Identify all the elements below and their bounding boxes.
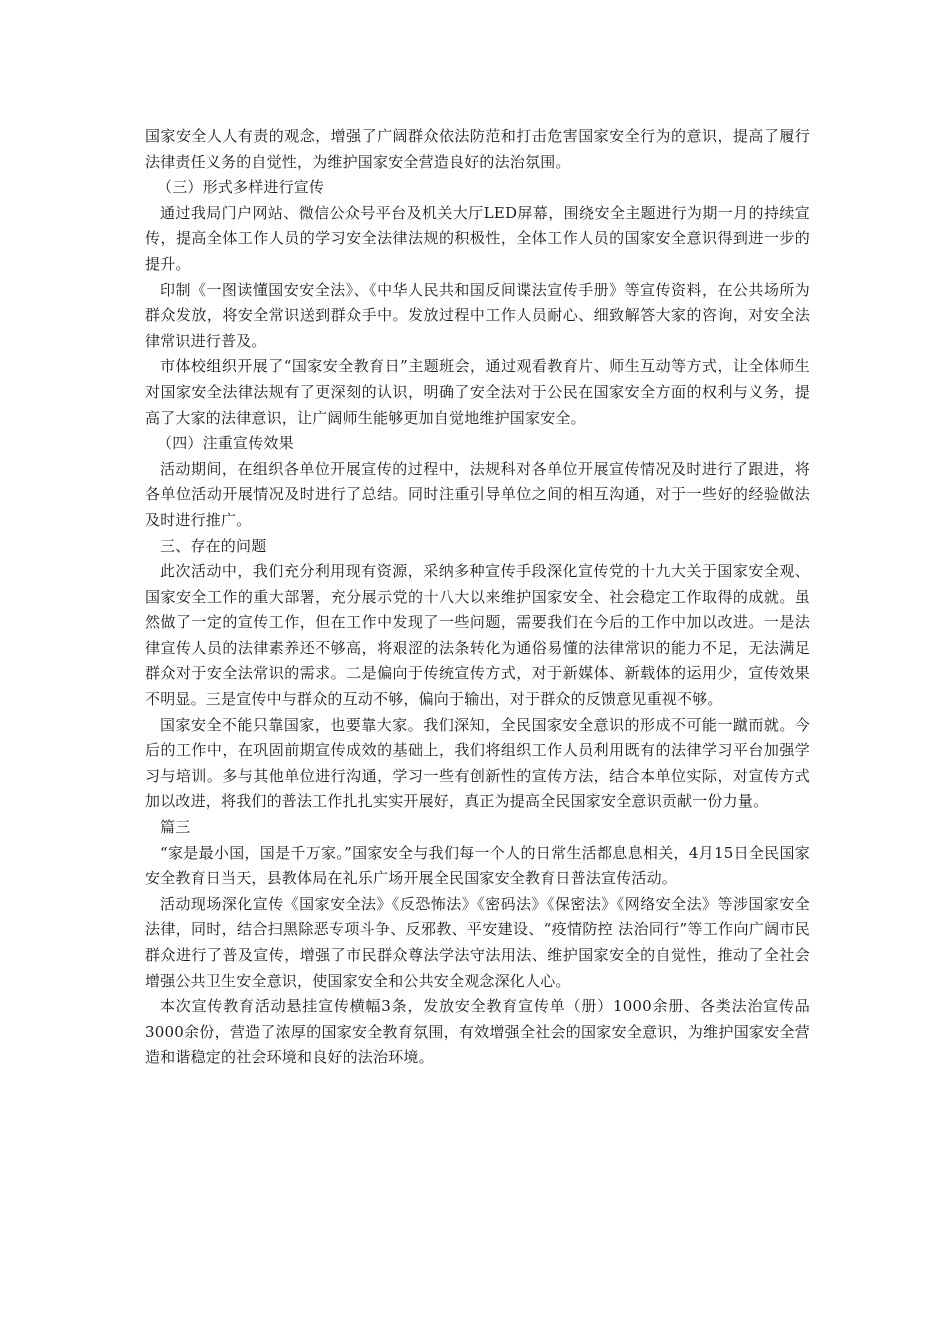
document-body — [145, 124, 810, 1071]
paragraph: 本次宣传教育活动悬挂宣传横幅3条，发放安全教育宣传单（册）1000余册、各类法治宣传品3000余份，营造了浓厚的国家安全教育氛围，有效增强全社会的国家安全意识，为维护国家安全营造和谐稳定的社会环境和良好的法治环境。 — [145, 997, 810, 1067]
section-subheading: （四）注重宣传效果 — [157, 434, 294, 453]
paragraph: 国家安全人人有责的观念，增强了广阔群众依法防范和打击危害国家安全行为的意识，提高了履行法律责任义务的自觉性，为维护国家安全营造良好的法治氛围。 — [145, 127, 810, 171]
paragraph: 此次活动中，我们充分利用现有资源，采纳多种宣传手段深化宣传党的十九大关于国家安全观、国家安全工作的重大部署，充分展示党的十八大以来维护国家安全、社会稳定工作取得的成就。虽然做了一定的宣传工作，但在工作中发现了一些问题，需要我们在今后的工作中加以改进。一是法律宣传人员的法律素养还不够高，将艰涩的法条转化为通俗易懂的法律常识的能力不足，无法满足群众对于安全法常识的需求。二是偏向于传统宣传方式，对于新媒体、新载体的运用少，宣传效果不明显。三是宣传中与群众的互动不够，偏向于输出，对于群众的反馈意见重视不够。 — [145, 562, 810, 709]
paragraph: 活动期间，在组织各单位开展宣传的过程中，法规科对各单位开展宣传情况及时进行了跟进，将各单位活动开展情况及时进行了总结。同时注重引导单位之间的相互沟通，对于一些好的经验做法及时进行推广。 — [145, 459, 810, 529]
paragraph: 通过我局门户网站、微信公众号平台及机关大厅LED屏幕，围绕安全主题进行为期一月的持续宣传，提高全体工作人员的学习安全法律法规的积极性，全体工作人员的国家安全意识得到进一步的提升。 — [145, 203, 810, 273]
paragraph: 市体校组织开展了“国家安全教育日”主题班会，通过观看教育片、师生互动等方式，让全体师生对国家安全法律法规有了更深刻的认识，明确了安全法对于公民在国家安全方面的权利与义务，提高了大家的法律意识，让广阔师生能够更加自觉地维护国家安全。 — [145, 357, 810, 427]
paragraph: “家是最小国，国是千万家。”国家安全与我们每一个人的日常生活都息息相关，4月15日全民国家安全教育日当天，县教体局在礼乐广场开展全民国家安全教育日普法宣传活动。 — [145, 843, 810, 888]
paragraph: 活动现场深化宣传《国家安全法》《反恐怖法》《密码法》《保密法》《网络安全法》等涉国家安全法律，同时，结合扫黑除恶专项斗争、反邪教、平安建设、“疫情防控 法治同行”等工作向广阔市民群众进行了普及宣传，增强了市民群众尊法学法守法用法、维护国家安全的自觉性，推动了全社会增强公共卫生安全意识，使国家安全和公共安全观念深化人心。 — [145, 894, 810, 990]
section-heading: 三、存在的问题 — [160, 536, 267, 555]
section-subheading: （三）形式多样进行宣传 — [157, 178, 325, 197]
paragraph: 国家安全不能只靠国家，也要靠大家。我们深知，全民国家安全意识的形成不可能一蹴而就。今后的工作中，在巩固前期宣传成效的基础上，我们将组织工作人员利用既有的法律学习平台加强学习与培训。多与其他单位进行沟通，学习一些有创新性的宣传方法，结合本单位实际，对宣传方式加以改进，将我们的普法工作扎扎实实开展好，真正为提高全民国家安全意识贡献一份力量。 — [145, 715, 810, 811]
paragraph: 印制《一图读懂国安安全法》、《中华人民共和国反间谍法宣传手册》等宣传资料，在公共场所为群众发放，将安全常识送到群众手中。发放过程中工作人员耐心、细致解答大家的咨询，对安全法律常识进行普及。 — [145, 280, 810, 350]
section-heading: 篇三 — [160, 818, 191, 837]
